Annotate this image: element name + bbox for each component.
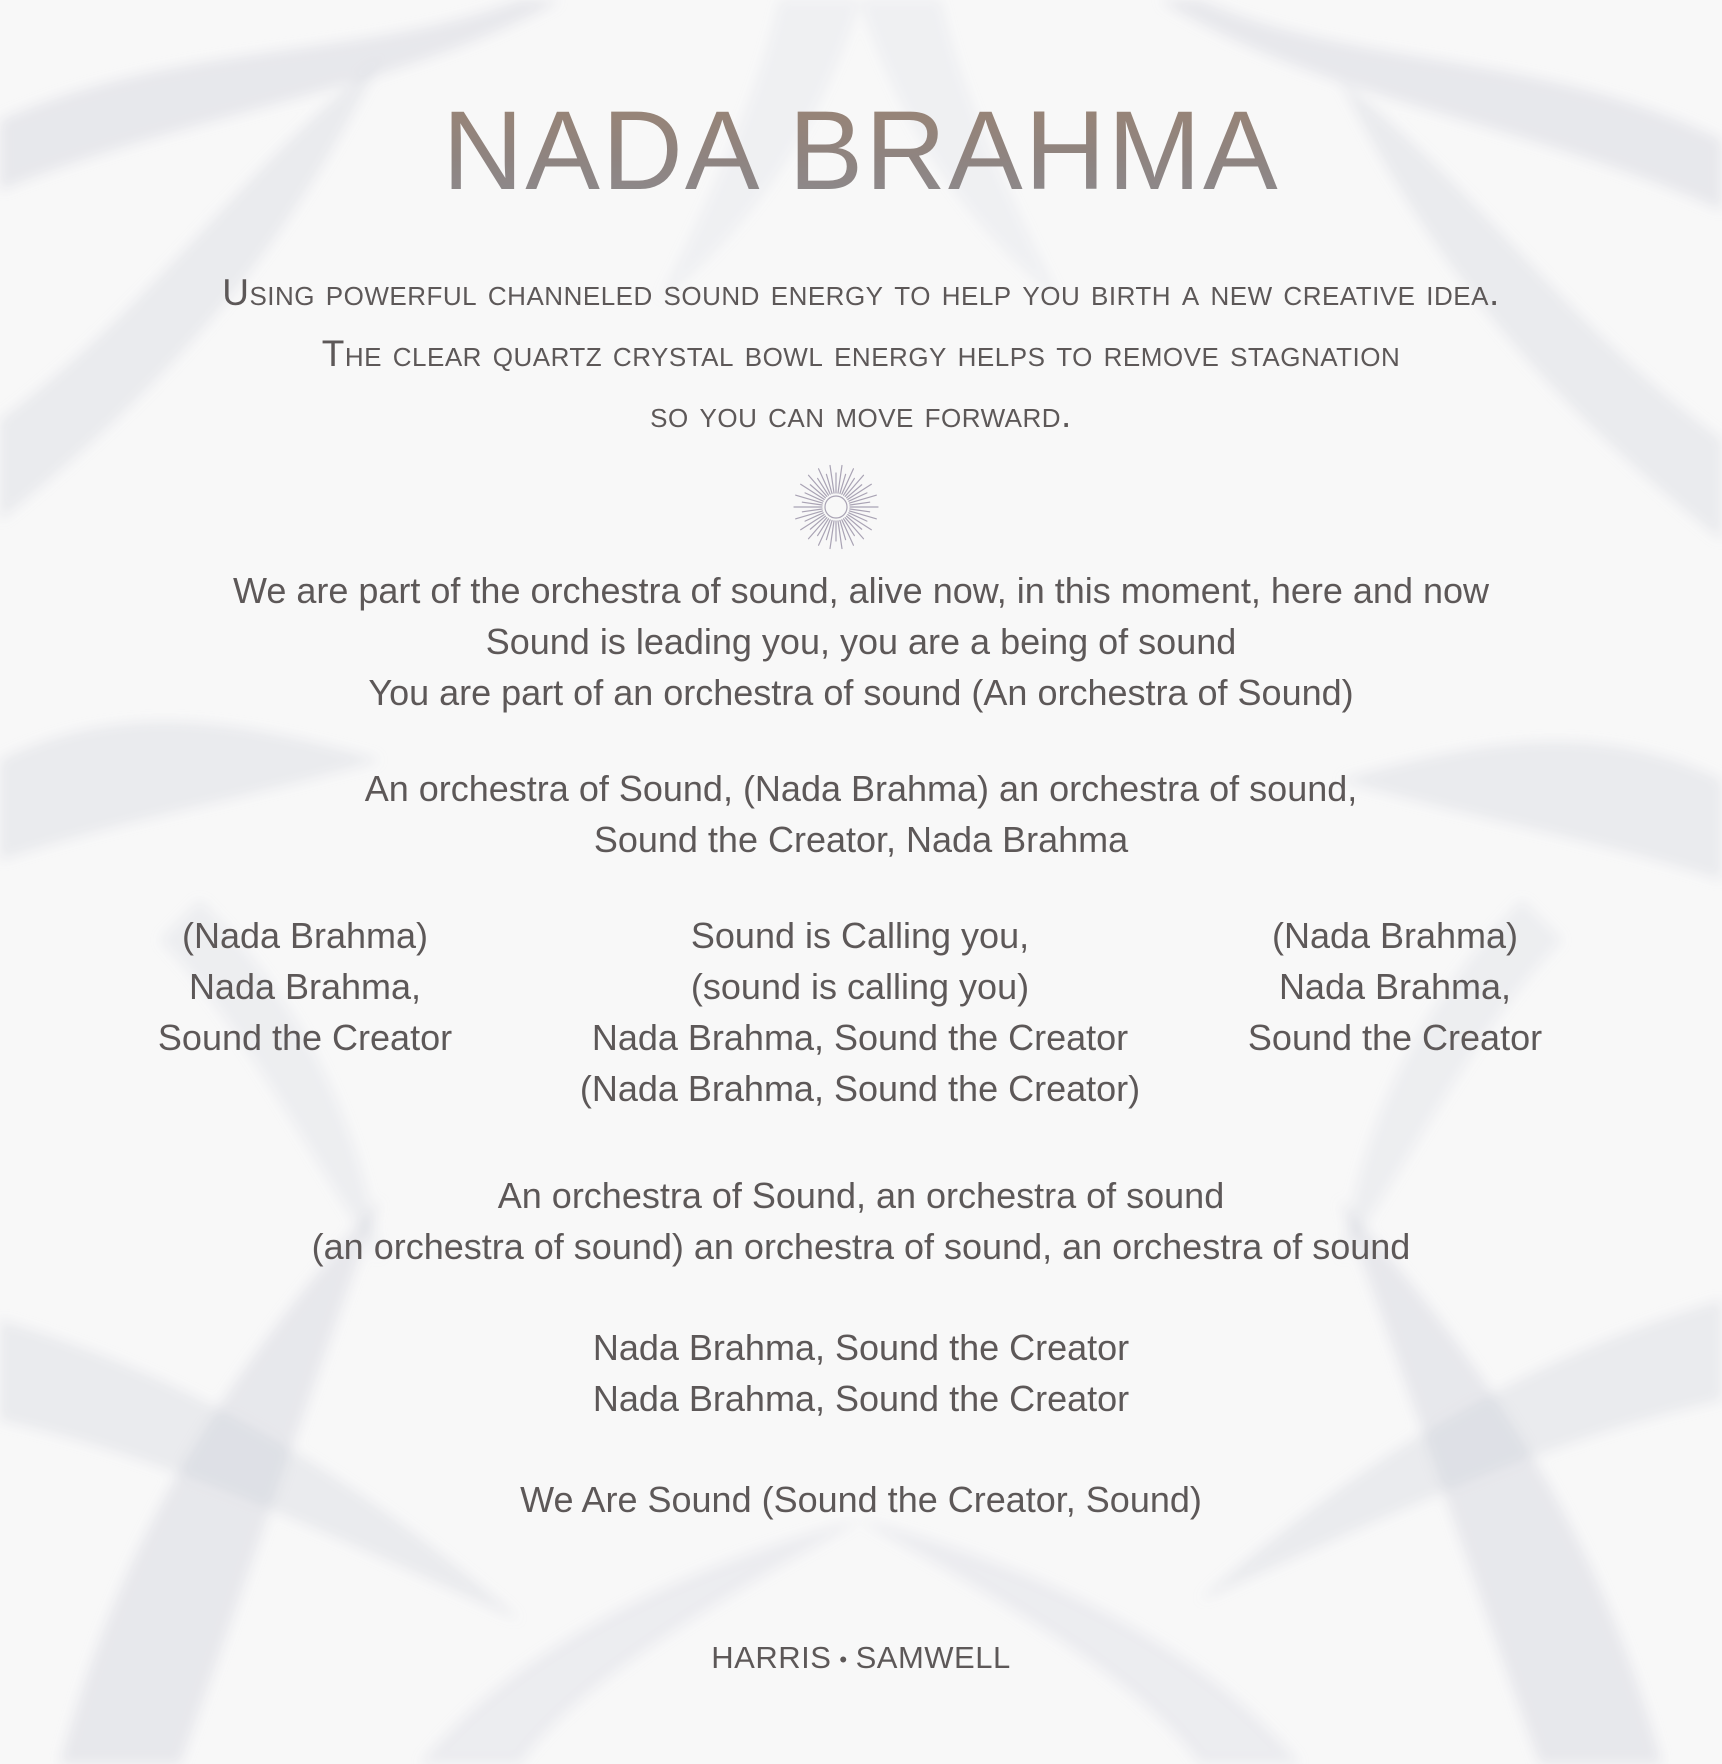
subtitle [0,262,1722,445]
lyric-line: Nada Brahma, Sound the Creator [592,1327,1130,1368]
lyric-line: We are part of the orchestra of sound, alive now, in this moment, here and now [232,570,1490,611]
verse-4 [0,1322,1722,1424]
lyric-line: (Nada Brahma, Sound the Creator) [579,1068,1141,1109]
lyric-line: (an orchestra of sound) an orchestra of sound, an orchestra of sound [311,1226,1411,1267]
lyric-line: Sound is leading you, you are a being of sound [485,621,1237,662]
column-center [530,910,1190,1114]
lyric-line: Sound the Creator [157,1017,453,1058]
lyric-line: An orchestra of Sound, (Nada Brahma) an orchestra of sound, [364,768,1358,809]
verse-2 [0,763,1722,865]
verse-5 [0,1474,1722,1525]
verse-3 [0,1170,1722,1272]
subtitle-line: Using powerful channeled sound energy to help you birth a new creative idea. [222,272,1500,313]
page-title: NADA BRAHMA [0,95,1722,207]
lyric-line: An orchestra of Sound, an orchestra of sound [497,1175,1225,1216]
lyric-line: We Are Sound (Sound the Creator, Sound) [520,1479,1202,1520]
lyric-line: You are part of an orchestra of sound (An orchestra of Sound) [368,672,1354,713]
artist-name: SAMWELL [855,1640,1011,1675]
separator-dot: • [839,1646,848,1672]
verse-1 [0,565,1722,718]
lyric-line: Nada Brahma, Sound the Creator [592,1378,1130,1419]
lyric-line: (sound is calling you) [690,966,1030,1007]
lyric-line: Nada Brahma, Sound the Creator [591,1017,1129,1058]
lyric-line: (Nada Brahma) [1271,915,1519,956]
subtitle-line: so you can move forward. [650,394,1072,435]
artist-name: HARRIS [711,1640,832,1675]
artist-credit [0,1640,1722,1676]
lyric-line: Nada Brahma, [1278,966,1512,1007]
subtitle-line: The clear quartz crystal bowl energy helps to remove stagnation [321,333,1401,374]
sunburst-icon [791,462,881,552]
lyric-line: Sound is Calling you, [690,915,1030,956]
lyric-line: Sound the Creator, Nada Brahma [593,819,1129,860]
column-left [120,910,490,1063]
column-right [1210,910,1580,1063]
lyric-line: (Nada Brahma) [181,915,429,956]
lyric-line: Nada Brahma, [188,966,422,1007]
lyric-line: Sound the Creator [1247,1017,1543,1058]
